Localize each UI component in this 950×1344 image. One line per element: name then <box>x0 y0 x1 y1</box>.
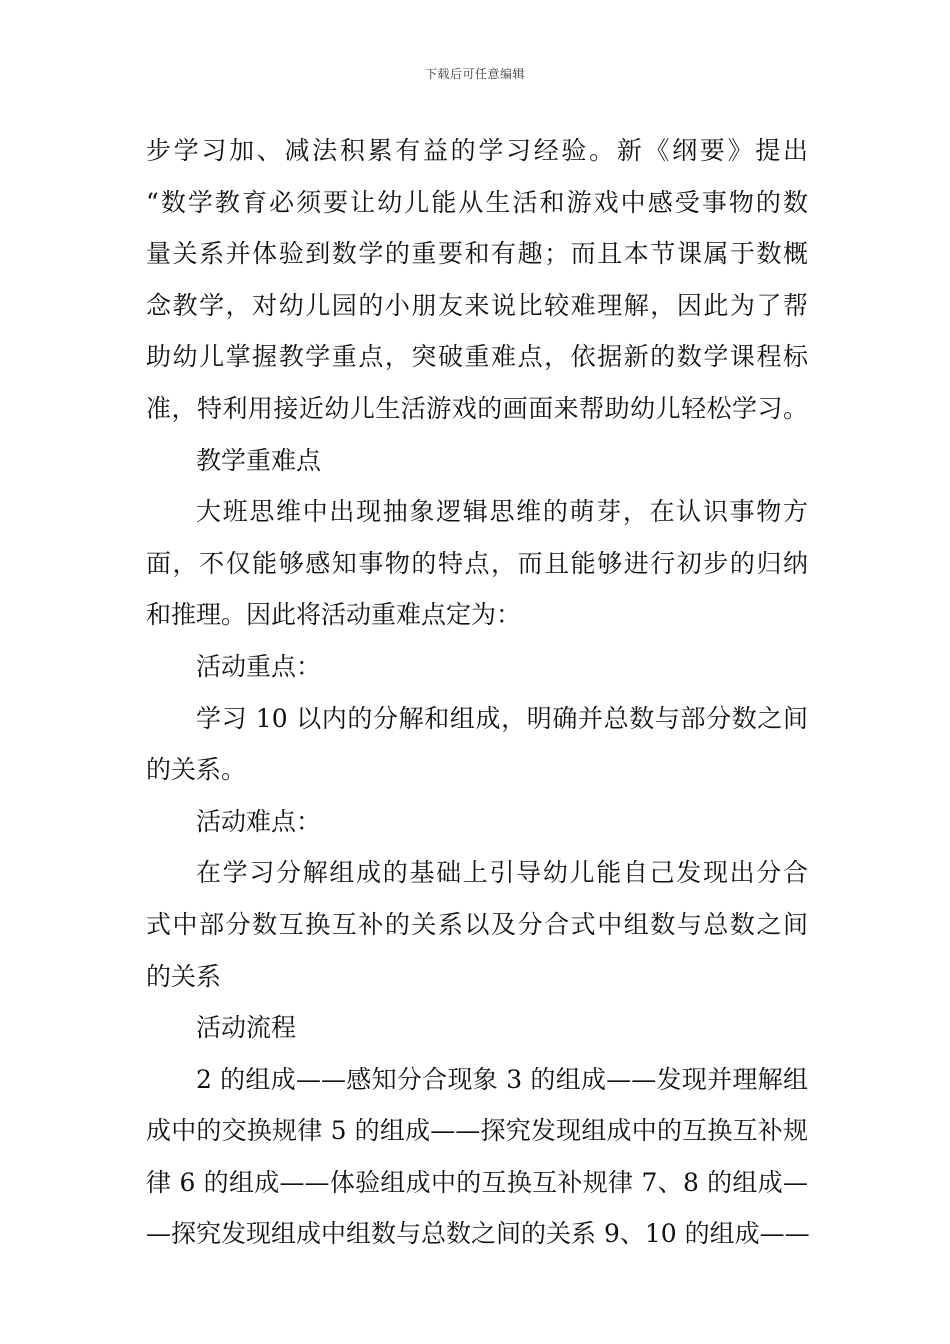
text-line: 2 的组成——感知分合现象 3 的组成——发现并理解组 <box>196 1064 808 1094</box>
text-line: 成中的交换规律 5 的组成——探究发现组成中的互换互补规 <box>146 1116 808 1146</box>
text-line: 的关系 <box>146 961 222 991</box>
text-line: 活动重点： <box>196 651 322 681</box>
text-line: 式中部分数互换互补的关系以及分合式中组数与总数之间 <box>146 909 808 939</box>
text-line: 量关系并体验到数学的重要和有趣；而且本节课属于数概 <box>146 239 808 269</box>
text-line: 大班思维中出现抽象逻辑思维的萌芽，在认识事物方 <box>196 497 808 527</box>
page-header-note: 下载后可任意编辑 <box>424 67 525 81</box>
text-line: 教学重难点 <box>196 445 322 475</box>
text-line: 助幼儿掌握教学重点，突破重难点，依据新的数学课程标 <box>146 342 808 372</box>
text-line: 活动流程 <box>196 1013 297 1043</box>
text-line: 面，不仅能够感知事物的特点，而且能够进行初步的归纳 <box>146 548 808 578</box>
text-line: 和推理。因此将活动重难点定为： <box>146 600 522 630</box>
text-line: 步学习加、减法积累有益的学习经验。新《纲要》提出 <box>146 136 808 165</box>
text-line: 的关系。 <box>146 755 247 785</box>
text-line: 准，特利用接近幼儿生活游戏的画面来帮助幼儿轻松学习。 <box>146 393 808 423</box>
text-line: “数学教育必须要让幼儿能从生活和游戏中感受事物的数 <box>146 187 808 217</box>
text-line: 学习 10 以内的分解和组成，明确并总数与部分数之间 <box>196 703 808 733</box>
text-line: 在学习分解组成的基础上引导幼儿能自己发现出分合 <box>196 858 808 888</box>
text-line: 活动难点： <box>196 806 322 836</box>
text-line: —探究发现组成中组数与总数之间的关系 9、10 的组成—— <box>146 1219 810 1249</box>
text-line: 律 6 的组成——体验组成中的互换互补规律 7、8 的组成— <box>146 1167 808 1197</box>
text-line: 念教学，对幼儿园的小朋友来说比较难理解，因此为了帮 <box>146 290 808 320</box>
document-body <box>146 128 808 1263</box>
